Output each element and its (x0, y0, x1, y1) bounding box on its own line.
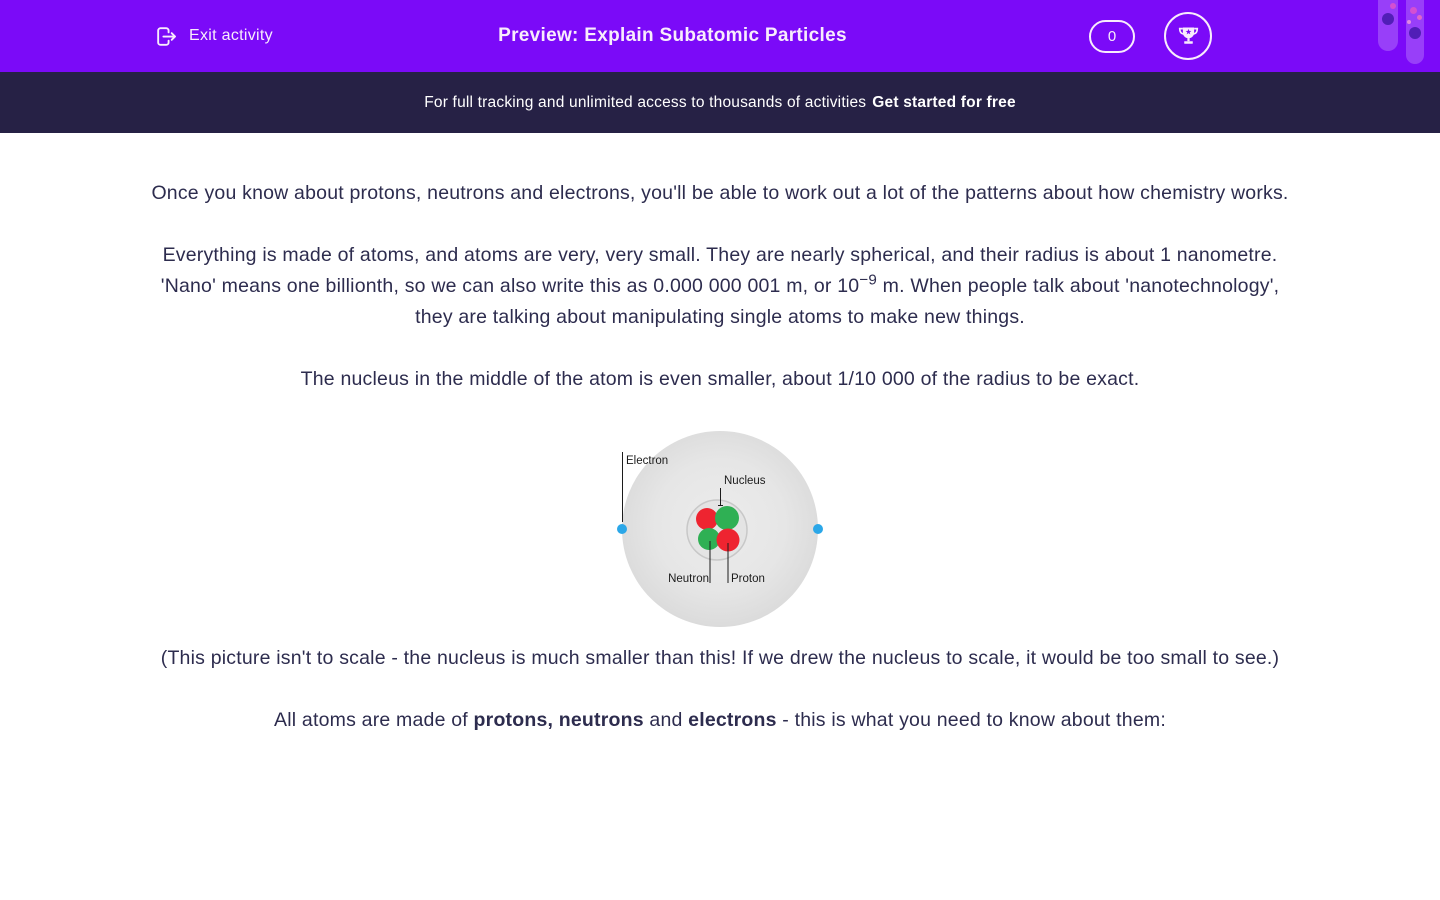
neutron-ball (715, 506, 739, 530)
electron-dot (813, 524, 823, 534)
paragraph-intro (140, 178, 1300, 209)
banner-text: For full tracking and unlimited access to thousands of activities (424, 93, 867, 111)
exit-icon (154, 24, 179, 49)
test-tubes-decoration (1378, 0, 1428, 72)
upsell-banner (0, 72, 1440, 133)
activity-content (0, 133, 1440, 736)
test-tube-icon (1378, 0, 1398, 51)
achievements-button[interactable] (1164, 12, 1212, 60)
summary-text-3: - this is what you need to know about them: (776, 709, 1166, 731)
paragraph-summary (140, 705, 1300, 736)
nucleus-label: Nucleus (724, 475, 766, 487)
neutron-label: Neutron (668, 573, 709, 585)
exit-activity-button[interactable] (148, 0, 279, 72)
proton-label: Proton (731, 573, 765, 585)
atom-diagram (610, 426, 830, 638)
electron-label: Electron (626, 455, 669, 467)
summary-text-1: All atoms are made of (274, 709, 474, 731)
exit-activity-label: Exit activity (189, 27, 273, 44)
atom-size-text-cont: m. When people talk about 'nanotechnology', they are talking about manipulating single atoms to make new things. (415, 275, 1280, 328)
summary-bold-electrons: electrons (688, 709, 777, 731)
summary-bold-protons-neutrons: protons, neutrons (473, 709, 644, 731)
proton-ball (696, 508, 718, 530)
paragraph-atom-size (140, 240, 1300, 333)
superscript-exponent: −9 (859, 271, 878, 289)
summary-text-2: and (643, 709, 689, 731)
paragraph-scale-note (140, 643, 1300, 674)
electron-dot (617, 524, 627, 534)
nucleus-shell (687, 500, 747, 560)
scale-note-text: (This picture isn't to scale - the nucleus is much smaller than this! If we drew the nucleus to scale, it would be too small to see.) (160, 647, 1280, 669)
atom-size-text: Everything is made of atoms, and atoms are very, very small. They are nearly spherical, and their radius is about 1 nanometre. 'Nano' means one billionth, so we can also write this as 0.000 000 001 m, or 10 (160, 244, 1278, 297)
paragraph-nucleus-size (140, 364, 1300, 395)
score-counter (1089, 20, 1135, 53)
get-started-link[interactable]: Get started for free (872, 93, 1016, 111)
nucleus-size-text: The nucleus in the middle of the atom is even smaller, about 1/10 000 of the radius to be exact. (300, 368, 1140, 390)
trophy-icon (1175, 23, 1202, 50)
header-right-group (1089, 0, 1212, 72)
score-value: 0 (1107, 27, 1117, 45)
test-tube-icon (1406, 0, 1424, 64)
paragraph-intro-text: Once you know about protons, neutrons and electrons, you'll be able to work out a lot of the patterns about how chemistry works. (151, 182, 1289, 204)
top-bar (0, 0, 1440, 72)
page-title: Preview: Explain Subatomic Particles (498, 25, 847, 46)
